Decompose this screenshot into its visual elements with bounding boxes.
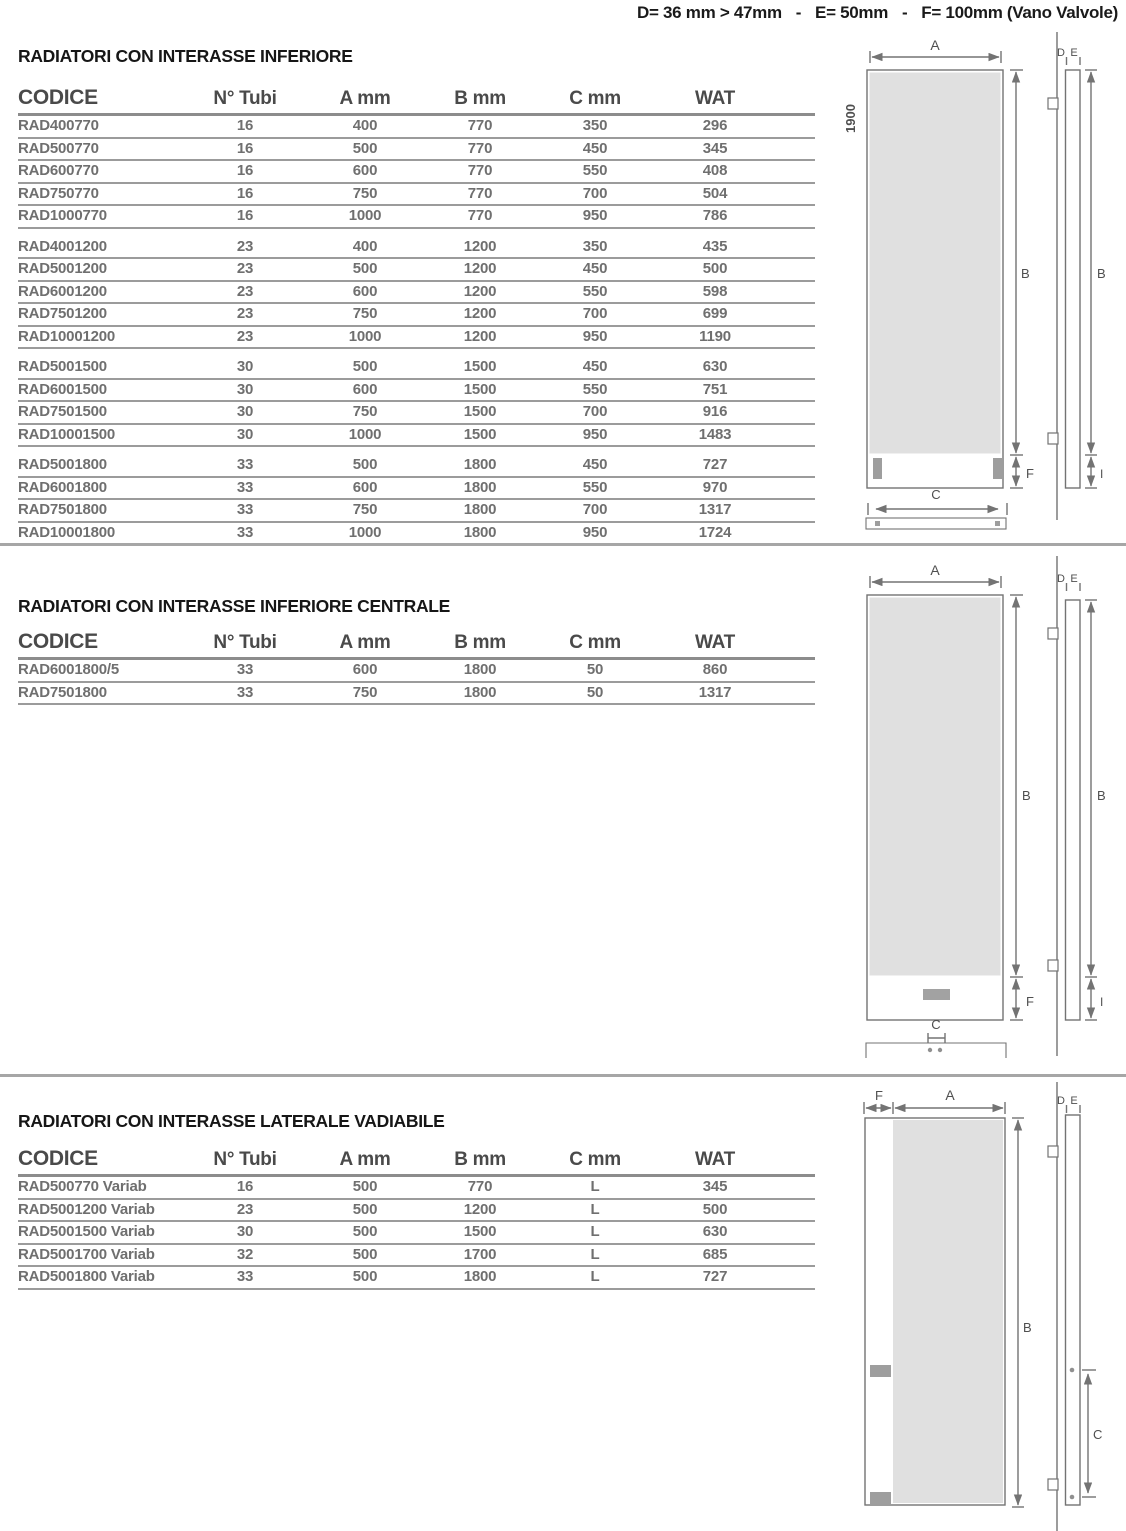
table-group	[18, 455, 815, 545]
mounting-bracket-top	[1048, 628, 1058, 639]
value-cell: 1200	[463, 260, 497, 278]
code-cell: RAD5001500 Variab	[18, 1223, 155, 1241]
value-cell: 500	[352, 1223, 378, 1241]
code-cell: RAD6001800/5	[18, 661, 120, 679]
value-cell: 1000	[348, 523, 382, 541]
value-cell: 550	[582, 380, 608, 398]
column-header: CODICE	[18, 630, 98, 653]
value-cell: 16	[236, 184, 254, 202]
value-cell: 23	[236, 260, 254, 278]
value-cell: 598	[702, 282, 728, 300]
legend-separator: -	[901, 3, 908, 22]
value-cell: 1200	[463, 327, 497, 345]
value-cell: 727	[702, 1268, 728, 1286]
table-row	[18, 357, 815, 380]
label-i: I	[1100, 995, 1104, 1009]
table-row	[18, 259, 815, 282]
value-cell: 630	[702, 1223, 728, 1241]
value-cell: 600	[352, 478, 378, 496]
code-cell: RAD5001500	[18, 358, 107, 376]
column-header: B mm	[454, 88, 506, 109]
value-cell: 16	[236, 207, 254, 225]
bottom-connector-left	[873, 458, 882, 479]
value-cell: 750	[352, 683, 378, 701]
table-body	[18, 1177, 815, 1290]
value-cell: 751	[702, 380, 728, 398]
table-row	[18, 139, 815, 162]
value-cell: 1700	[463, 1245, 497, 1263]
value-cell: 400	[352, 117, 378, 135]
label-a: A	[930, 562, 940, 578]
value-cell: 350	[582, 117, 608, 135]
value-cell: 33	[236, 523, 254, 541]
table-body	[18, 660, 815, 705]
label-c: C	[931, 1017, 941, 1032]
connection-point-lower	[1070, 1495, 1075, 1500]
dimension-legend	[637, 3, 1118, 23]
table-row	[18, 161, 815, 184]
radiator-table-laterale-variabile	[18, 1141, 815, 1290]
connection-point-left	[875, 521, 880, 526]
connection-point-right	[995, 521, 1000, 526]
value-cell: 916	[702, 403, 728, 421]
value-cell: 727	[702, 456, 728, 474]
value-cell: 500	[702, 260, 728, 278]
diagram-bottom-connection	[835, 28, 1116, 540]
value-cell: 699	[702, 305, 728, 323]
value-cell: 1800	[463, 683, 497, 701]
value-cell: 450	[582, 260, 608, 278]
value-cell: 700	[582, 501, 608, 519]
value-cell: 435	[702, 237, 728, 255]
label-b: B	[1021, 266, 1030, 281]
code-cell: RAD6001800	[18, 478, 107, 496]
mounting-bracket-top	[1048, 98, 1058, 109]
radiator-panel	[870, 73, 1001, 454]
column-header: A mm	[339, 88, 391, 109]
bottom-view-outline	[866, 1043, 1006, 1058]
value-cell: 700	[582, 305, 608, 323]
legend-separator: -	[795, 3, 802, 22]
value-cell: L	[590, 1178, 600, 1196]
code-cell: RAD400770	[18, 117, 99, 135]
table-row	[18, 282, 815, 305]
label-f: F	[1026, 466, 1034, 481]
table-header	[18, 1141, 815, 1177]
value-cell: 1200	[463, 305, 497, 323]
value-cell: 33	[236, 456, 254, 474]
value-cell: 770	[467, 184, 493, 202]
section-divider	[0, 1074, 1126, 1077]
value-cell: 950	[582, 523, 608, 541]
label-b-side: B	[1097, 266, 1106, 281]
value-cell: 770	[467, 207, 493, 225]
value-cell: 23	[236, 237, 254, 255]
label-f: F	[1026, 994, 1034, 1009]
column-header: A mm	[339, 632, 391, 653]
column-header: WAT	[695, 88, 735, 109]
radiator-table-inferiore	[18, 80, 815, 545]
value-cell: 32	[236, 1245, 254, 1263]
value-cell: 1500	[463, 380, 497, 398]
label-b: B	[1022, 788, 1031, 803]
value-cell: 30	[236, 358, 254, 376]
value-cell: 1800	[463, 501, 497, 519]
value-cell: 33	[236, 683, 254, 701]
column-header: C mm	[569, 1149, 621, 1170]
value-cell: 750	[352, 501, 378, 519]
code-cell: RAD7501800	[18, 501, 107, 519]
column-header: CODICE	[18, 1147, 98, 1170]
value-cell: 500	[352, 1200, 378, 1218]
label-e: E	[1070, 1095, 1078, 1107]
diagram-lateral-variable-connection	[835, 1078, 1126, 1531]
value-cell: 600	[352, 162, 378, 180]
value-cell: 23	[236, 282, 254, 300]
code-cell: RAD500770 Variab	[18, 1178, 147, 1196]
table-row	[18, 478, 815, 501]
value-cell: L	[590, 1245, 600, 1263]
value-cell: 1500	[463, 403, 497, 421]
code-cell: RAD5001800 Variab	[18, 1268, 155, 1286]
section-title-inferiore: RADIATORI CON INTERASSE INFERIORE	[18, 46, 353, 66]
value-cell: 16	[236, 117, 254, 135]
column-header: C mm	[569, 88, 621, 109]
value-cell: 296	[702, 117, 728, 135]
table-row	[18, 184, 815, 207]
code-cell: RAD10001800	[18, 523, 116, 541]
value-cell: 500	[352, 139, 378, 157]
label-c-side: C	[1093, 1427, 1103, 1442]
radiator-panel	[893, 1120, 1003, 1503]
label-d: D	[1057, 47, 1065, 59]
value-cell: 550	[582, 282, 608, 300]
value-cell: 1483	[698, 425, 732, 443]
table-header	[18, 80, 815, 116]
table-row	[18, 500, 815, 523]
table-row	[18, 1245, 815, 1268]
label-b-side: B	[1097, 788, 1106, 803]
table-group	[18, 237, 815, 350]
value-cell: 345	[702, 139, 728, 157]
value-cell: 630	[702, 358, 728, 376]
value-cell: 408	[702, 162, 728, 180]
section-divider	[0, 543, 1126, 546]
value-cell: 500	[352, 1268, 378, 1286]
table-row	[18, 206, 815, 229]
lateral-connector-upper	[870, 1365, 891, 1377]
code-cell: RAD5001200	[18, 260, 107, 278]
column-header: WAT	[695, 632, 735, 653]
value-cell: 1500	[463, 425, 497, 443]
table-row	[18, 402, 815, 425]
value-cell: 1500	[463, 1223, 497, 1241]
value-cell: 1800	[463, 478, 497, 496]
value-cell: 950	[582, 425, 608, 443]
section-title-inferiore-centrale: RADIATORI CON INTERASSE INFERIORE CENTRALE	[18, 596, 451, 616]
value-cell: 786	[702, 207, 728, 225]
value-cell: 400	[352, 237, 378, 255]
side-view-panel	[1066, 600, 1081, 1020]
section-title-laterale-variabile: RADIATORI CON INTERASSE LATERALE VADIABILE	[18, 1111, 445, 1131]
connection-point-left	[928, 1048, 932, 1052]
table-row	[18, 455, 815, 478]
table-row	[18, 116, 815, 139]
value-cell: 750	[352, 403, 378, 421]
value-cell: 700	[582, 184, 608, 202]
code-cell: RAD10001200	[18, 327, 116, 345]
connection-point-upper	[1070, 1368, 1075, 1373]
table-row	[18, 380, 815, 403]
table-row	[18, 1267, 815, 1290]
value-cell: 345	[702, 1178, 728, 1196]
mounting-bracket-bottom	[1048, 433, 1058, 444]
value-cell: 350	[582, 237, 608, 255]
value-cell: 1200	[463, 282, 497, 300]
value-cell: 1000	[348, 207, 382, 225]
label-e: E	[1070, 47, 1078, 59]
mounting-bracket-bottom	[1048, 1479, 1058, 1490]
mounting-bracket-bottom	[1048, 960, 1058, 971]
table-group	[18, 1177, 815, 1290]
code-cell: RAD750770	[18, 184, 99, 202]
side-view-panel	[1066, 1115, 1081, 1505]
value-cell: 50	[586, 683, 604, 701]
value-cell: 770	[467, 162, 493, 180]
column-header: WAT	[695, 1149, 735, 1170]
value-cell: 500	[352, 1245, 378, 1263]
value-cell: 30	[236, 380, 254, 398]
label-d: D	[1057, 1095, 1065, 1107]
value-cell: 550	[582, 478, 608, 496]
table-row	[18, 683, 815, 706]
table-row	[18, 304, 815, 327]
value-cell: 950	[582, 327, 608, 345]
value-cell: 500	[352, 456, 378, 474]
radiator-panel	[870, 598, 1001, 976]
value-cell: 1724	[698, 523, 732, 541]
table-row	[18, 1200, 815, 1223]
column-header: B mm	[454, 632, 506, 653]
value-cell: 33	[236, 661, 254, 679]
value-cell: 23	[236, 1200, 254, 1218]
value-cell: 860	[702, 661, 728, 679]
value-cell: 16	[236, 162, 254, 180]
side-view-panel	[1066, 70, 1081, 488]
diagram-central-connection	[835, 548, 1116, 1072]
connection-point-right	[938, 1048, 942, 1052]
value-cell: 1000	[348, 327, 382, 345]
code-cell: RAD6001500	[18, 380, 107, 398]
value-cell: 600	[352, 661, 378, 679]
table-body	[18, 116, 815, 545]
code-cell: RAD5001700 Variab	[18, 1245, 155, 1263]
value-cell: 970	[702, 478, 728, 496]
column-header: N° Tubi	[213, 88, 277, 109]
value-cell: 504	[702, 184, 728, 202]
table-header	[18, 624, 815, 660]
table-row	[18, 237, 815, 260]
column-header: N° Tubi	[213, 1149, 277, 1170]
value-cell: L	[590, 1223, 600, 1241]
radiator-table-inferiore-centrale	[18, 624, 815, 705]
label-b: B	[1023, 1320, 1032, 1335]
value-cell: 1317	[698, 501, 732, 519]
bottom-view-outline	[866, 518, 1006, 529]
code-cell: RAD7501500	[18, 403, 107, 421]
value-cell: 700	[582, 403, 608, 421]
value-cell: 450	[582, 358, 608, 376]
value-cell: 23	[236, 305, 254, 323]
label-max-height: 1900	[843, 104, 858, 133]
lateral-connector-lower	[870, 1492, 891, 1504]
value-cell: 750	[352, 184, 378, 202]
table-row	[18, 523, 815, 546]
value-cell: 30	[236, 1223, 254, 1241]
table-row	[18, 1222, 815, 1245]
label-c: C	[931, 487, 941, 502]
value-cell: 16	[236, 1178, 254, 1196]
value-cell: 500	[702, 1200, 728, 1218]
label-i: I	[1100, 467, 1104, 481]
value-cell: 750	[352, 305, 378, 323]
value-cell: 1800	[463, 523, 497, 541]
legend-item-d: D= 36 mm > 47mm	[637, 3, 782, 22]
value-cell: 1800	[463, 456, 497, 474]
value-cell: 16	[236, 139, 254, 157]
value-cell: 30	[236, 425, 254, 443]
code-cell: RAD7501200	[18, 305, 107, 323]
label-a: A	[945, 1087, 955, 1103]
code-cell: RAD600770	[18, 162, 99, 180]
value-cell: 1200	[463, 237, 497, 255]
value-cell: 1000	[348, 425, 382, 443]
table-row	[18, 425, 815, 448]
code-cell: RAD4001200	[18, 237, 107, 255]
value-cell: 950	[582, 207, 608, 225]
label-d: D	[1057, 573, 1065, 585]
value-cell: 1190	[699, 327, 731, 345]
column-header: A mm	[339, 1149, 391, 1170]
value-cell: L	[590, 1200, 600, 1218]
value-cell: 1500	[463, 358, 497, 376]
value-cell: 685	[702, 1245, 728, 1263]
value-cell: 770	[467, 139, 493, 157]
value-cell: 33	[236, 1268, 254, 1286]
value-cell: 450	[582, 139, 608, 157]
code-cell: RAD500770	[18, 139, 99, 157]
legend-item-e: E= 50mm	[815, 3, 889, 22]
table-group	[18, 116, 815, 229]
value-cell: 600	[352, 282, 378, 300]
legend-item-f: F= 100mm (Vano Valvole)	[921, 3, 1118, 22]
value-cell: 1317	[698, 683, 732, 701]
value-cell: 500	[352, 260, 378, 278]
code-cell: RAD10001500	[18, 425, 116, 443]
value-cell: 450	[582, 456, 608, 474]
value-cell: 33	[236, 478, 254, 496]
table-row	[18, 1177, 815, 1200]
mounting-bracket-top	[1048, 1146, 1058, 1157]
value-cell: 23	[236, 327, 254, 345]
code-cell: RAD7501800	[18, 683, 107, 701]
value-cell: 600	[352, 380, 378, 398]
value-cell: 770	[467, 117, 493, 135]
column-header: B mm	[454, 1149, 506, 1170]
code-cell: RAD1000770	[18, 207, 107, 225]
value-cell: 500	[352, 1178, 378, 1196]
code-cell: RAD5001800	[18, 456, 107, 474]
table-group	[18, 660, 815, 705]
code-cell: RAD5001200 Variab	[18, 1200, 155, 1218]
central-connector	[923, 989, 950, 1000]
value-cell: 1800	[463, 661, 497, 679]
value-cell: 770	[467, 1178, 493, 1196]
table-row	[18, 660, 815, 683]
table-group	[18, 357, 815, 447]
value-cell: 1200	[463, 1200, 497, 1218]
value-cell: 1800	[463, 1268, 497, 1286]
bottom-connector-right	[993, 458, 1002, 479]
value-cell: 30	[236, 403, 254, 421]
label-f: F	[875, 1088, 883, 1103]
value-cell: 500	[352, 358, 378, 376]
table-row	[18, 327, 815, 350]
value-cell: 33	[236, 501, 254, 519]
column-header: C mm	[569, 632, 621, 653]
value-cell: 550	[582, 162, 608, 180]
label-a: A	[930, 37, 940, 53]
column-header: N° Tubi	[213, 632, 277, 653]
column-header: CODICE	[18, 86, 98, 109]
code-cell: RAD6001200	[18, 282, 107, 300]
value-cell: 50	[586, 661, 604, 679]
label-e: E	[1070, 573, 1078, 585]
value-cell: L	[590, 1268, 600, 1286]
